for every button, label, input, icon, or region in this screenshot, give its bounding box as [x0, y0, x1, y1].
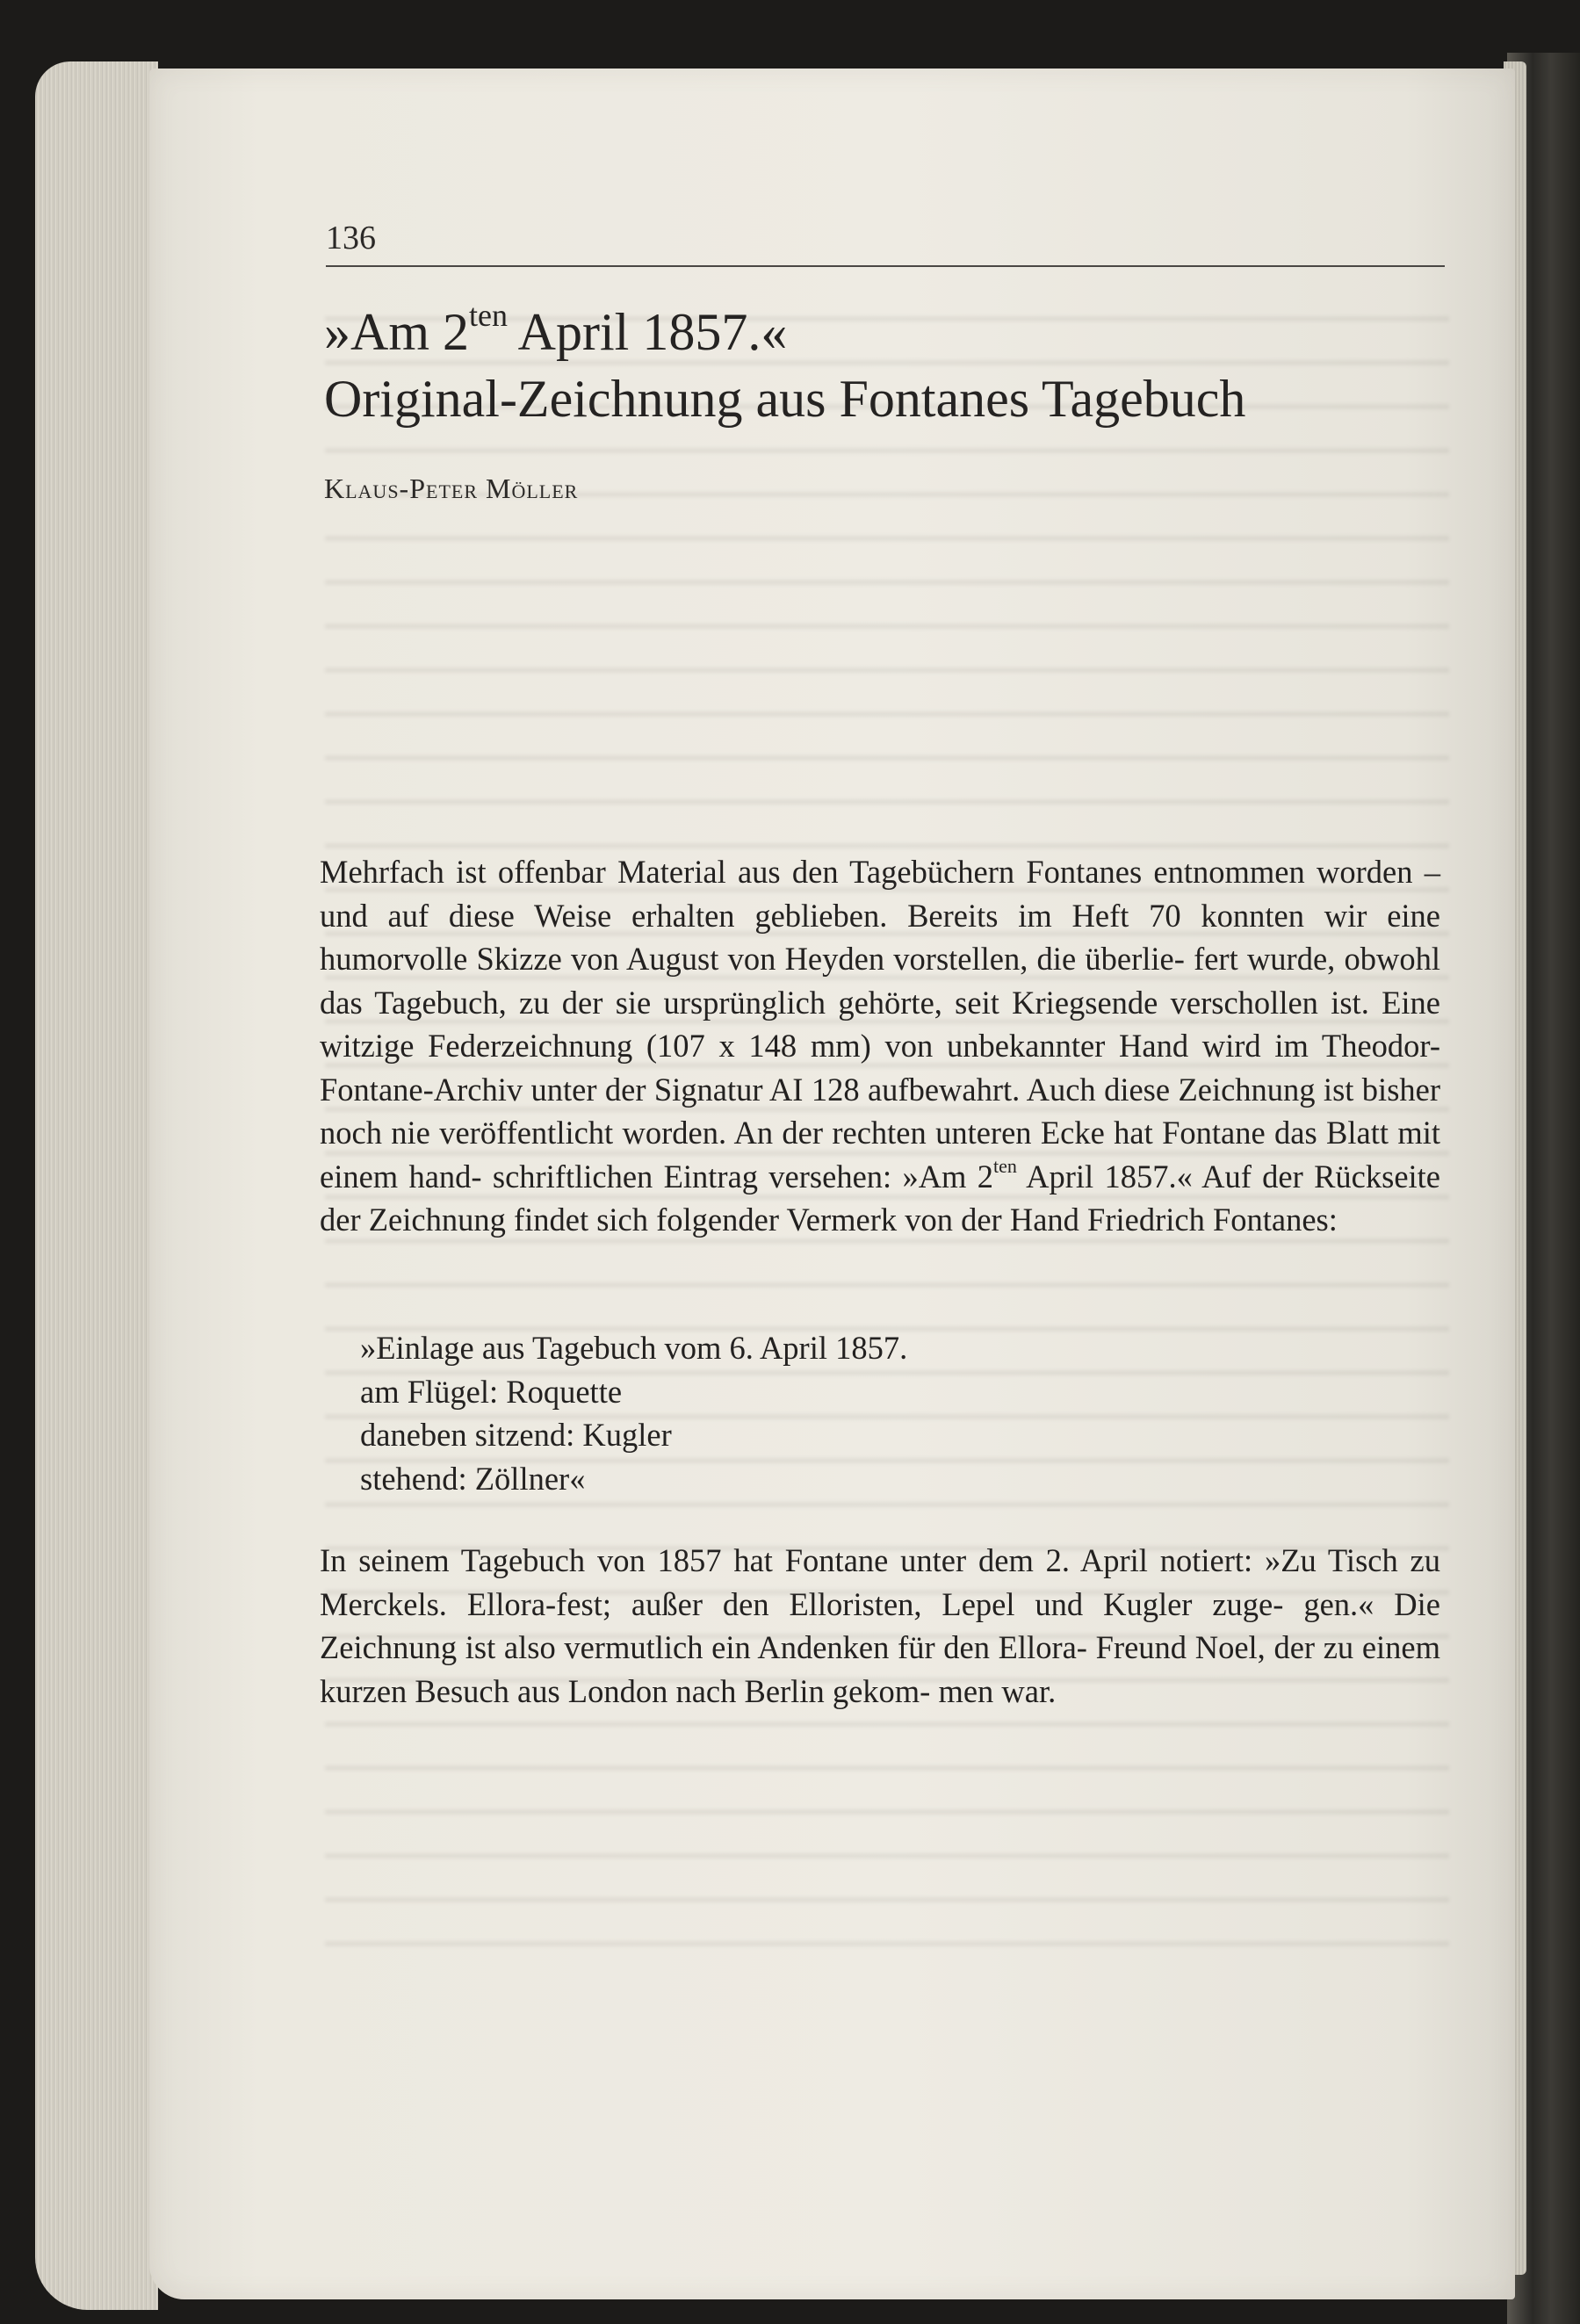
title-line-1: »Am $2^{ten}$ April 1857.«: [324, 298, 788, 361]
book-page-edges-left: [35, 61, 158, 2310]
page-number: 136: [326, 220, 376, 256]
text-line: In seinem Tagebuch von 1857 hat Fontane unter dem 2. April notiert: »Zu: [320, 1542, 1317, 1578]
text-line: schriftlichen Eintrag versehen: »Am $2^{ten}$ April 1857.« Auf der Rückseite der: [320, 1155, 1440, 1238]
title-line-2: Original-Zeichnung aus Fontanes Tagebuch: [324, 370, 1246, 428]
text-line: 128 aufbewahrt. Auch diese Zeichnung ist bisher noch nie veröffentlicht: [320, 1071, 1440, 1151]
title-superscript: ten: [469, 298, 508, 333]
quote-line: am Flügel: Roquette: [360, 1373, 623, 1410]
paragraph-intro: [320, 850, 1440, 1242]
quote-line: »Einlage aus Tagebuch vom 6. April 1857.: [360, 1330, 908, 1366]
text-line: Tisch zu Merckels. Ellora-fest; außer den Elloristen, Lepel und Kugler zuge-: [320, 1542, 1441, 1622]
author-name: Klaus-Peter Möller: [324, 473, 579, 504]
block-quote: [360, 1326, 907, 1500]
text-line: Zeichnung findet sich folgender Vermerk von der Hand Friedrich Fontanes:: [368, 1202, 1338, 1238]
text-line: worden. An der rechten unteren Ecke hat Fontane das Blatt mit einem hand-: [320, 1115, 1441, 1194]
inline-superscript: ten: [992, 1155, 1017, 1178]
text-line: fert wurde, obwohl das Tagebuch, zu der sie ursprünglich gehörte, seit: [320, 941, 1440, 1021]
text-line: gen.« Die Zeichnung ist also vermutlich ein Andenken für den Ellora-: [320, 1585, 1440, 1665]
text-line: unbekannter Hand wird im Theodor-Fontane-Archiv unter der Signatur AI: [320, 1028, 1440, 1108]
text-line: wir eine humorvolle Skizze von August von Heyden vorstellen, die überlie-: [320, 897, 1440, 977]
quote-line: daneben sitzend: Kugler: [360, 1417, 672, 1453]
quote-line: stehend: Zöllner«: [360, 1460, 586, 1497]
text-line: men war.: [938, 1672, 1057, 1709]
text-line: Mehrfach ist offenbar Material aus den Tagebüchern Fontanes entnommen: [320, 854, 1305, 890]
running-header: [326, 218, 1445, 267]
text-line: Freund Noel, der zu einem kurzen Besuch aus London nach Berlin gekom-: [320, 1629, 1441, 1709]
paragraph-diary-note: [320, 1539, 1440, 1713]
text-line: Kriegsende verschollen ist. Eine witzige Federzeichnung (107 x 148 mm) von: [320, 984, 1441, 1064]
text-line: worden – und auf diese Weise erhalten geblieben. Bereits im Heft 70 konnten: [320, 854, 1441, 934]
article-title: [324, 299, 1457, 432]
